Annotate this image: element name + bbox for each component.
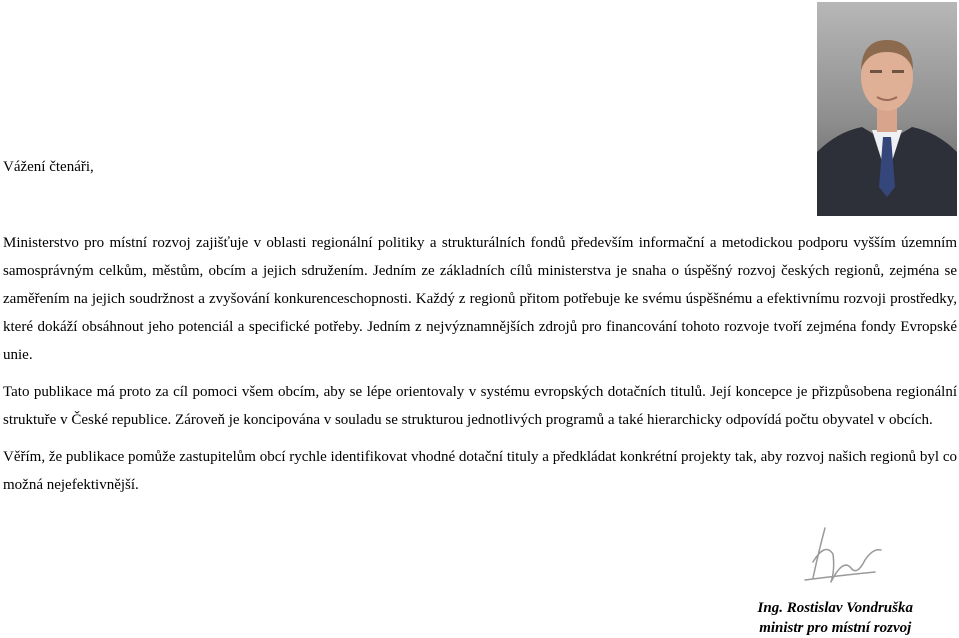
minister-portrait-photo — [817, 2, 957, 216]
paragraph: Věřím, že publikace pomůže zastupitelům obcí rychle identifikovat vhodné dotační tituly a předkládat konkrétní projekty tak, aby rozvoj našich regionů byl co možná nejefektivnější. — [3, 449, 957, 493]
paragraph: Ministerstvo pro místní rozvoj zajišťuje v oblasti regionální politiky a strukturálních fondů především informační a metodickou podporu vyšším územním samosprávným celkům, městům, obcím a jejich sdružením. Jedním ze základních cílů ministerstva je snaha o úspěšný rozvoj českých regionů, zejména se zaměřením na jejich soudržnost a zvyšování konkurenceschopnosti. Každý z regionů přitom potřebuje ke svému úspěšnému a efektivnímu rozvoji prostředky, které dokáží obsáhnout jeho potenciál a specifické potřeby. Jedním z nejvýznamnějších zdrojů pro financování tohoto rozvoje tvoří zejména fondy Evropské unie. — [3, 235, 957, 363]
paragraph: Tato publikace má proto za cíl pomoci všem obcím, aby se lépe orientovaly v systému evropských dotačních titulů. Její koncepce je přizpůsobena regionální struktuře v České republice. Zároveň je koncipována v souladu se strukturou jednotlivých programů a také hierarchicky odpovídá počtu obyvatel v obcích. — [3, 384, 957, 428]
signature-block — [758, 598, 913, 638]
signatory-name: Ing. Rostislav Vondruška — [757, 600, 913, 616]
signatory-title: ministr pro místní rozvoj — [759, 620, 912, 636]
handwritten-signature — [795, 520, 890, 600]
letter-body — [3, 229, 957, 508]
greeting: Vážení čtenáři, — [3, 159, 94, 175]
